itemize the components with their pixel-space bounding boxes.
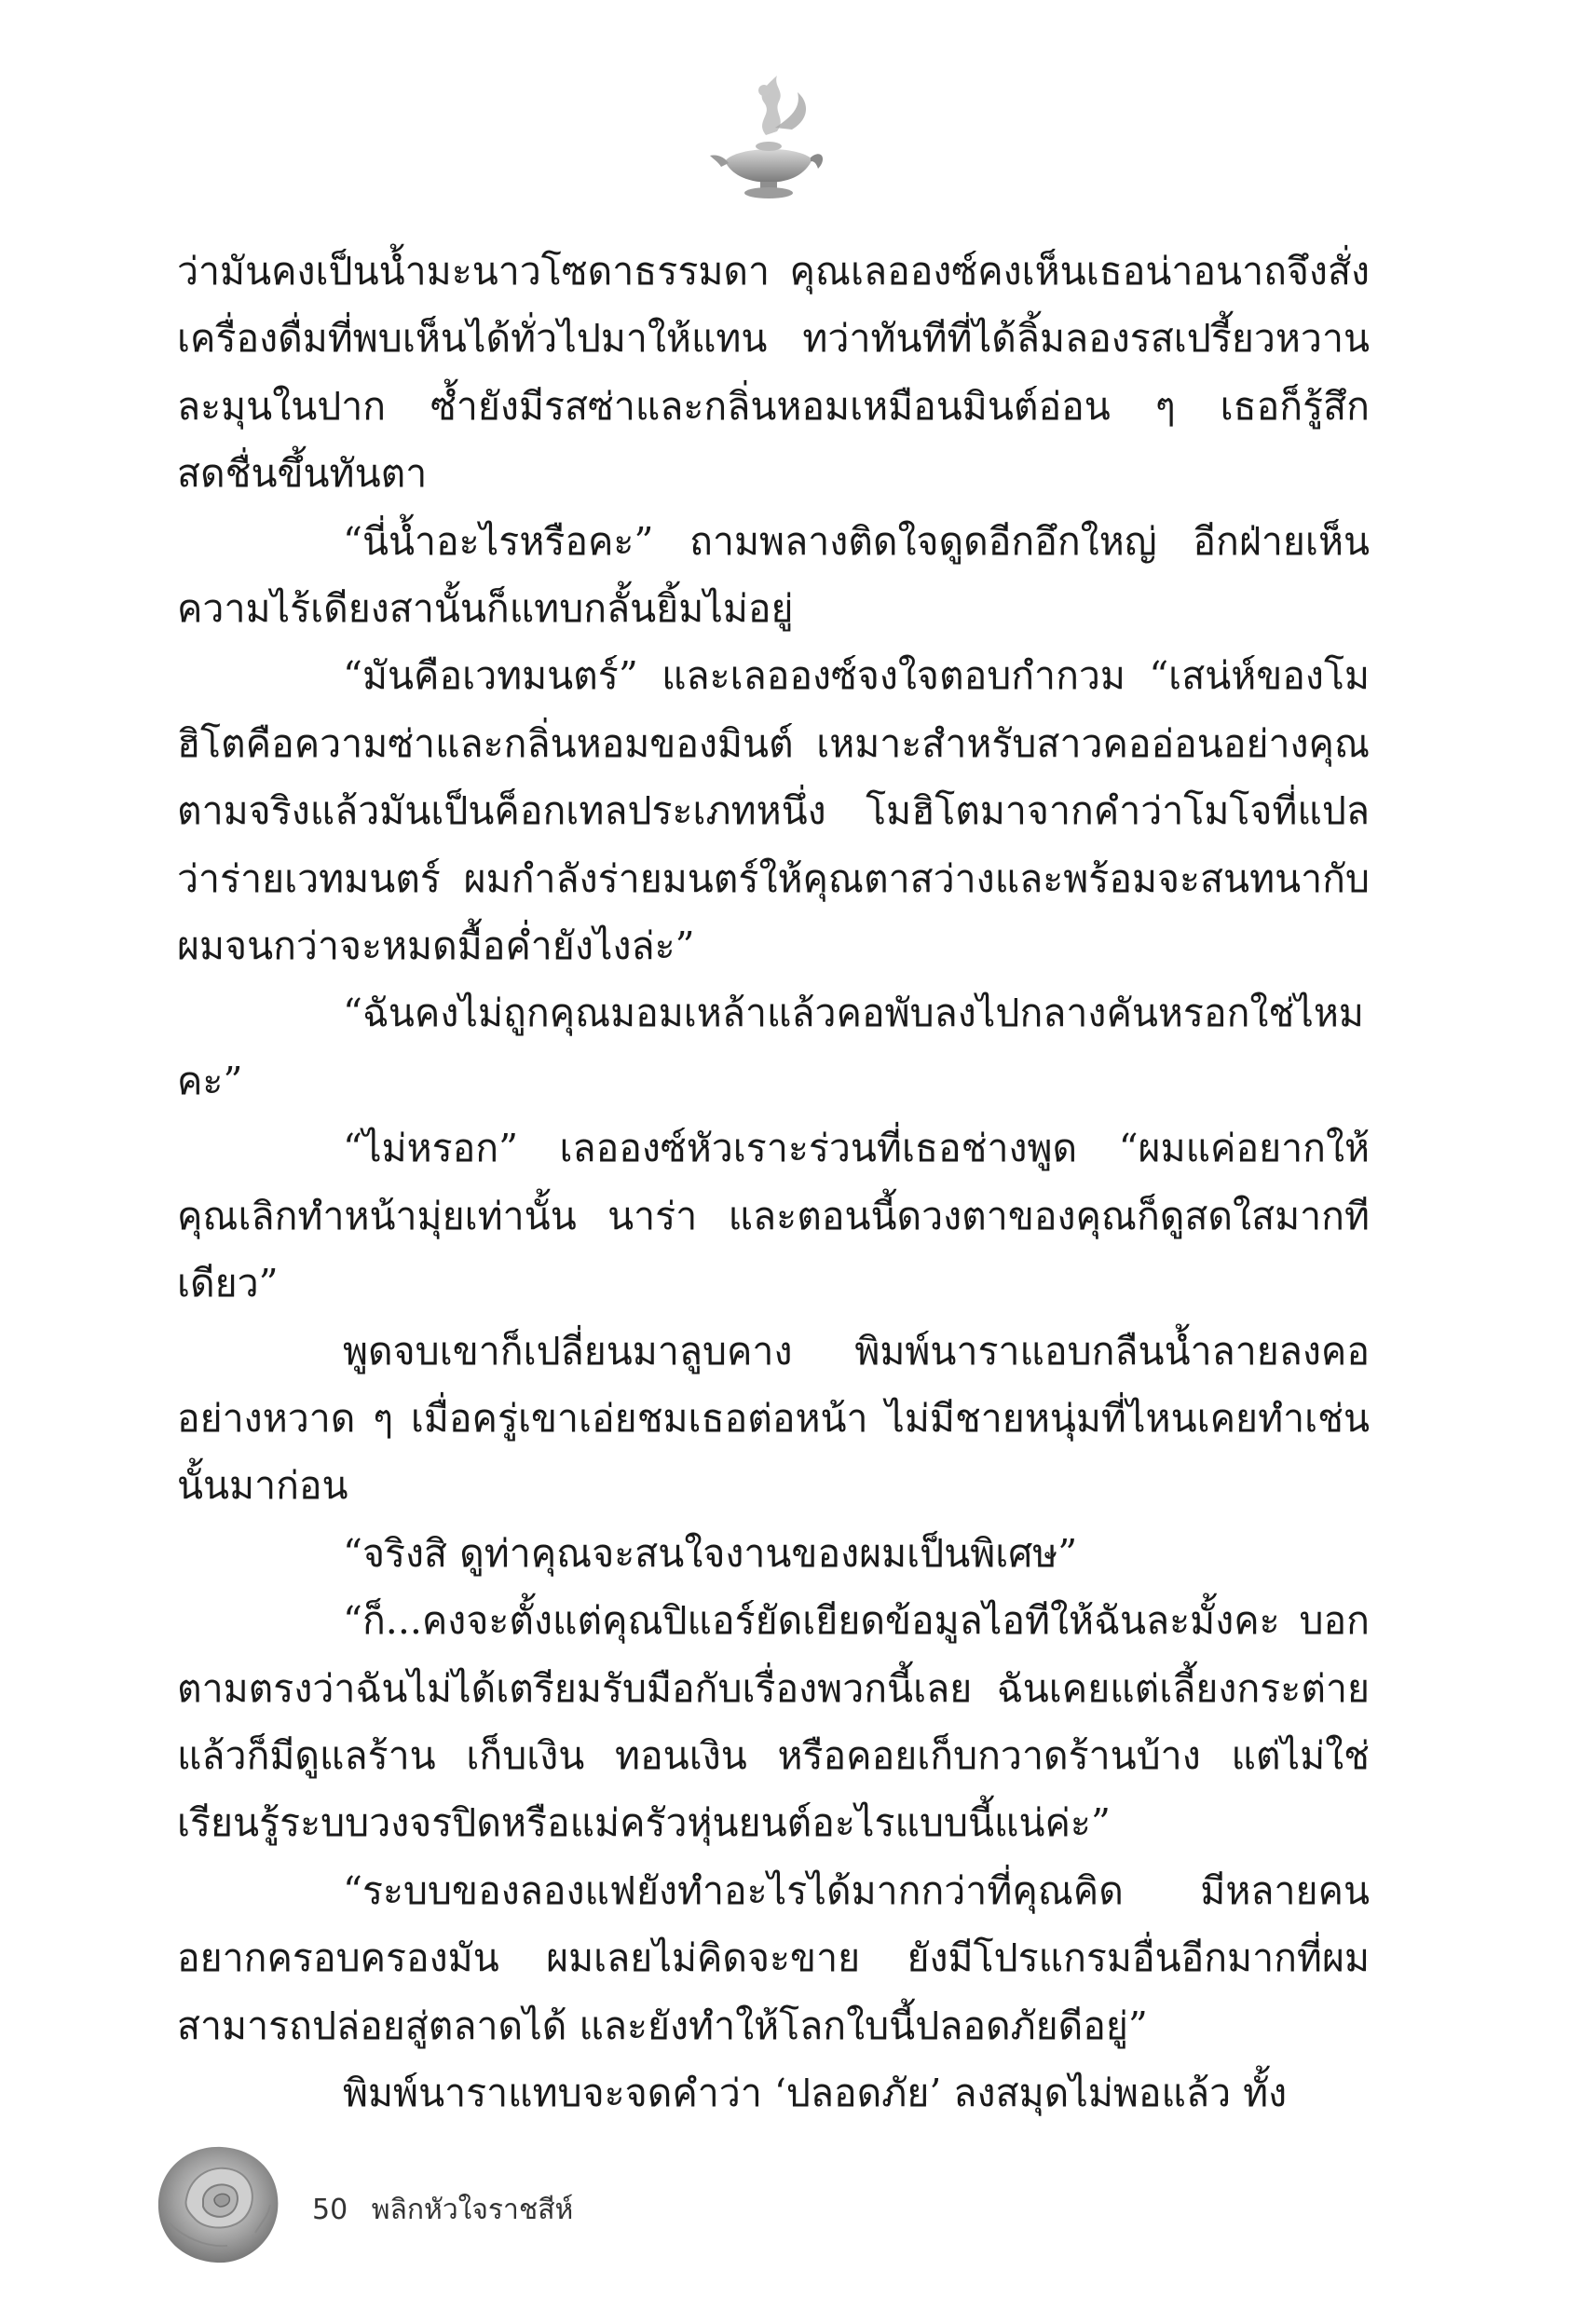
page-number: 50 — [312, 2194, 348, 2226]
paragraph: ว่ามันคงเป็นน้ำมะนาวโซดาธรรมดา คุณเลอองซ์คงเห็นเธอน่าอนาถจึงสั่งเครื่องดื่มที่พบเห็นได้ทั่วไปมาให้แทน ทว่าทันทีที่ได้ลิ้มลองรสเปรี้ยวหวานละมุนในปาก ซ้ำยังมีรสซ่าและกลิ่นหอมเหมือนมินต์อ่อน ๆ เธอก็รู้สึกสดชื่นขึ้นทันตา — [177, 249, 1370, 497]
paragraph: พูดจบเขาก็เปลี่ยนมาลูบคาง พิมพ์นาราแอบกลืนน้ำลายลงคออย่างหวาด ๆ เมื่อครู่เขาเอ่ยชมเธอต่อหน้า ไม่มีชายหนุ่มที่ไหนเคยทำเช่นนั้นมาก่อน — [177, 1328, 1370, 1509]
paragraph: “ไม่หรอก” เลอองซ์หัวเราะร่วนที่เธอช่างพูด “ผมแค่อยากให้คุณเลิกทำหน้ามุ่ยเท่านั้น นาร่า และตอนนี้ดวงตาของคุณก็ดูสดใสมากทีเดียว” — [177, 1126, 1370, 1306]
book-title: พลิกหัวใจราชสีห์ — [371, 2194, 574, 2226]
paragraph: “จริงสิ ดูท่าคุณจะสนใจงานของผมเป็นพิเศษ” — [343, 1530, 1078, 1576]
body-text — [177, 238, 1370, 2126]
paragraph: “ก็...คงจะตั้งแต่คุณปิแอร์ยัดเยียดข้อมูลไอทีให้ฉันละมั้งคะ บอกตามตรงว่าฉันไม่ได้เตรียมรับมือกับเรื่องพวกนี้เลย ฉันเคยแต่เลี้ยงกระต่าย แล้วก็มีดูแลร้าน เก็บเงิน ทอนเงิน หรือคอยเก็บกวาดร้านบ้าง แต่ไม่ใช่เรียนรู้ระบบวงจรปิดหรือแม่ครัวหุ่นยนต์อะไรแบบนี้แน่ค่ะ” — [177, 1598, 1370, 1846]
paragraph: “ฉันคงไม่ถูกคุณมอมเหล้าแล้วคอพับลงไปกลางคันหรอกใช่ไหมคะ” — [177, 991, 1364, 1103]
paragraph: “ระบบของลองแฟยังทำอะไรได้มากกว่าที่คุณคิด มีหลายคนอยากครอบครองมัน ผมเลยไม่คิดจะขาย ยังมีโปรแกรมอื่นอีกมากที่ผมสามารถปล่อยสู่ตลาดได้ และยังทำให้โลกใบนี้ปลอดภัยดีอยู่” — [177, 1867, 1370, 2048]
paragraph: “มันคือเวทมนตร์” และเลอองซ์จงใจตอบกำกวม “เสน่ห์ของโมฮิโตคือความซ่าและกลิ่นหอมของมินต์ เหมาะสำหรับสาวคออ่อนอย่างคุณ ตามจริงแล้วมันเป็นค็อกเทลประเภทหนึ่ง โมฮิโตมาจากคำว่าโมโจที่แปลว่าร่ายเวทมนตร์ ผมกำลังร่ายมนตร์ให้คุณตาสว่างและพร้อมจะสนทนากับผมจนกว่าจะหมดมื้อค่ำยังไงล่ะ” — [177, 653, 1370, 969]
paragraph: “นี่น้ำอะไรหรือคะ” ถามพลางติดใจดูดอีกอึกใหญ่ อีกฝ่ายเห็นความไร้เดียงสานั้นก็แทบกลั้นยิ้มไม่อยู่ — [177, 518, 1370, 632]
genie-lamp-icon — [708, 70, 829, 210]
running-footer — [312, 2188, 573, 2232]
paragraph: พิมพ์นาราแทบจะจดคำว่า ‘ปลอดภัย’ ลงสมุดไม่พอแล้ว ทั้ง — [343, 2070, 1288, 2115]
rose-icon — [149, 2134, 289, 2274]
page-footer — [149, 2134, 801, 2274]
